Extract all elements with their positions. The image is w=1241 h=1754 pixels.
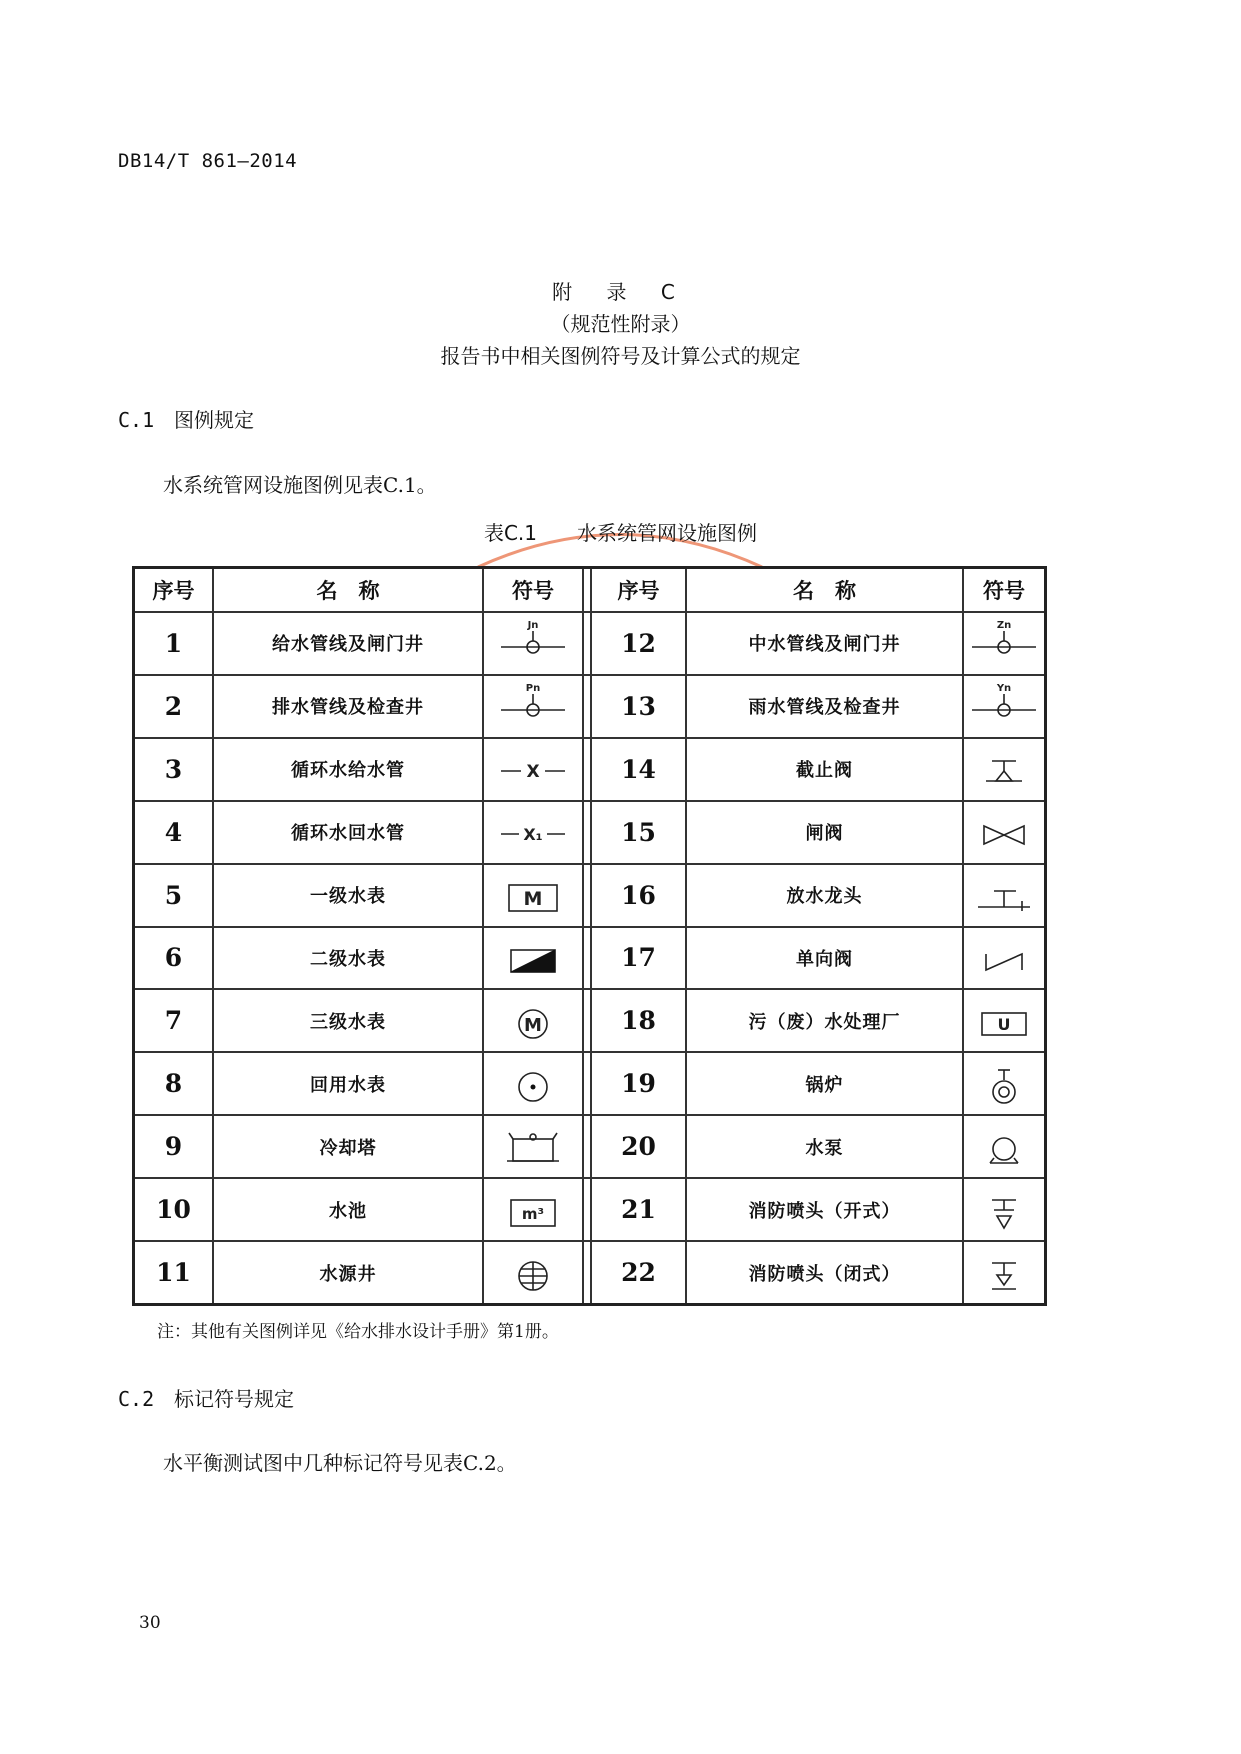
table-row: [135, 1240, 1044, 1303]
row-number-text: 3: [164, 754, 183, 784]
row-number: [135, 1116, 212, 1177]
drainage-pipe-inspection-well-icon: [493, 678, 573, 734]
row-number-text: 14: [621, 754, 656, 784]
facility-name: [685, 865, 962, 926]
row-number-text: 10: [156, 1195, 191, 1225]
row-number-text: 19: [621, 1069, 656, 1099]
check-valve-icon: [964, 930, 1044, 986]
row-number: [590, 1242, 685, 1303]
table-row: [135, 1114, 1044, 1177]
facility-name-text: 给水管线及闸门井: [272, 634, 424, 656]
facility-name: [212, 613, 482, 674]
svg-text:m³: m³: [521, 1204, 545, 1223]
water-tap-icon: [962, 865, 1044, 926]
svg-text:Jn: Jn: [527, 620, 539, 632]
cooling-tower-icon: [482, 1116, 582, 1177]
table-caption: 表C.1 水系统管网设施图例: [483, 521, 758, 545]
second-level-meter-icon: [482, 928, 582, 989]
table-row: [135, 1051, 1044, 1114]
reclaimed-water-pipe-valve-well-icon: [964, 615, 1044, 671]
gate-valve-icon: [962, 802, 1044, 863]
row-number: [135, 1179, 212, 1240]
row-number: [135, 865, 212, 926]
section-number: C.2: [118, 1387, 155, 1411]
row-number: [135, 990, 212, 1051]
row-number: [135, 613, 212, 674]
facility-name: [212, 676, 482, 737]
section-title: 标记符号规定: [174, 1387, 294, 1411]
water-supply-pipe-valve-well-icon: [493, 615, 573, 671]
third-level-meter-icon: [482, 990, 582, 1051]
header-no: 序号: [590, 569, 685, 611]
column-divider: [582, 1179, 590, 1240]
row-number-text: 16: [621, 880, 656, 910]
facility-name: [212, 1242, 482, 1303]
facility-name: [212, 1053, 482, 1114]
svg-text:U: U: [997, 1014, 1011, 1034]
gate-valve-icon: [964, 804, 1044, 860]
drainage-pipe-inspection-well-icon: [482, 676, 582, 737]
facility-name-text: 排水管线及检查井: [272, 697, 424, 719]
row-number-text: 6: [164, 943, 183, 973]
first-level-meter-icon: [493, 867, 573, 923]
boiler-icon: [962, 1053, 1044, 1114]
row-number-text: 15: [621, 817, 656, 847]
column-divider: [582, 802, 590, 863]
globe-valve-icon: [962, 739, 1044, 800]
svg-text:M: M: [524, 1014, 542, 1036]
column-divider: [582, 928, 590, 989]
row-number-text: 11: [156, 1258, 191, 1288]
facility-name: [685, 739, 962, 800]
facility-name-text: 截止阀: [796, 760, 853, 782]
section-c2-paragraph: 水平衡测试图中几种标记符号见表C.2。: [163, 1451, 517, 1475]
appendix-title: 附 录 C: [552, 280, 689, 304]
water-pool-icon: [482, 1179, 582, 1240]
boiler-icon: [964, 1056, 1044, 1112]
facility-name: [212, 865, 482, 926]
svg-text:Zn: Zn: [996, 620, 1012, 632]
column-divider: [582, 1242, 590, 1303]
svg-text:Pn: Pn: [525, 683, 541, 695]
row-number: [135, 802, 212, 863]
row-number: [590, 1179, 685, 1240]
header-name: 名 称: [685, 569, 962, 611]
facility-name: [685, 928, 962, 989]
reuse-meter-icon: [493, 1056, 573, 1112]
table-row: [135, 611, 1044, 674]
row-number-text: 5: [164, 880, 183, 910]
water-tap-icon: [964, 867, 1044, 923]
table-row: [135, 800, 1044, 863]
water-pool-icon: [493, 1182, 573, 1238]
facility-name-text: 水源井: [319, 1263, 377, 1285]
column-divider: [582, 739, 590, 800]
fire-sprinkler-closed-icon: [962, 1242, 1044, 1303]
water-source-well-icon: [482, 1242, 582, 1303]
section-c1-paragraph: 水系统管网设施图例见表C.1。: [163, 473, 437, 497]
facility-name-text: 二级水表: [310, 948, 386, 970]
table-body: [135, 611, 1044, 1303]
svg-text:M: M: [523, 888, 543, 911]
header-symbol: 符号: [962, 569, 1044, 611]
facility-name: [685, 1242, 962, 1303]
row-number: [590, 676, 685, 737]
circulating-supply-pipe-icon: [493, 741, 573, 797]
table-header-row: [135, 569, 1044, 611]
document-code: DB14/T 861—2014: [118, 150, 298, 172]
row-number: [135, 739, 212, 800]
header-no: 序号: [152, 579, 195, 603]
row-number: [590, 928, 685, 989]
third-level-meter-icon: [493, 993, 573, 1049]
row-number: [135, 676, 212, 737]
facility-name-text: 冷却塔: [319, 1137, 377, 1159]
facility-name-text: 锅炉: [805, 1074, 844, 1096]
check-valve-icon: [962, 928, 1044, 989]
reclaimed-water-pipe-valve-well-icon: [962, 613, 1044, 674]
table-note: 注：其他有关图例详见《给水排水设计手册》第1册。: [157, 1322, 559, 1342]
facility-name: [212, 739, 482, 800]
facility-name: [212, 990, 482, 1051]
facility-name-text: 中水管线及闸门井: [748, 634, 901, 656]
table-row: [135, 988, 1044, 1051]
row-number: [590, 990, 685, 1051]
row-number-text: 4: [164, 817, 183, 847]
facility-name-text: 循环水回水管: [291, 823, 405, 845]
water-pump-icon: [962, 1116, 1044, 1177]
page-number: 30: [139, 1613, 161, 1633]
facility-name-text: 一级水表: [310, 886, 386, 908]
row-number: [590, 802, 685, 863]
row-number-text: 2: [164, 691, 183, 721]
appendix-heading: 报告书中相关图例符号及计算公式的规定: [440, 344, 801, 368]
row-number: [590, 865, 685, 926]
row-number-text: 13: [621, 691, 656, 721]
globe-valve-icon: [964, 741, 1044, 797]
row-number-text: 8: [164, 1069, 183, 1099]
first-level-meter-icon: [482, 865, 582, 926]
facility-name: [685, 1179, 962, 1240]
rainwater-pipe-inspection-well-icon: [962, 676, 1044, 737]
row-number-text: 12: [621, 628, 656, 658]
water-supply-pipe-valve-well-icon: [482, 613, 582, 674]
row-number-text: 17: [621, 943, 656, 973]
fire-sprinkler-open-icon: [964, 1182, 1044, 1238]
table-row: [135, 1177, 1044, 1240]
svg-text:Yn: Yn: [996, 683, 1012, 695]
fire-sprinkler-closed-icon: [964, 1245, 1044, 1301]
second-level-meter-icon: [493, 930, 573, 986]
column-divider: [582, 613, 590, 674]
wastewater-plant-icon: [964, 993, 1044, 1049]
row-number-text: 7: [164, 1006, 183, 1036]
fire-sprinkler-open-icon: [962, 1179, 1044, 1240]
table-row: [135, 926, 1044, 989]
section-number: C.1: [118, 408, 155, 432]
column-divider: [582, 676, 590, 737]
table-row: [135, 737, 1044, 800]
water-source-well-icon: [493, 1245, 573, 1301]
facility-name: [685, 676, 962, 737]
row-number: [590, 613, 685, 674]
row-number: [135, 1053, 212, 1114]
facility-name: [685, 613, 962, 674]
facility-name-text: 单向阀: [796, 948, 853, 970]
table-row: [135, 674, 1044, 737]
section-c1-heading: [118, 404, 254, 433]
facility-name-text: 回用水表: [310, 1074, 386, 1096]
facility-name: [212, 802, 482, 863]
facility-name-text: 污（废）水处理厂: [748, 1011, 901, 1033]
facility-name-text: 闸阀: [805, 823, 844, 845]
reuse-meter-icon: [482, 1053, 582, 1114]
facility-name-text: 三级水表: [310, 1011, 386, 1033]
row-number-text: 9: [164, 1132, 183, 1162]
row-number-text: 21: [621, 1195, 656, 1225]
facility-name-text: 消防喷头（开式）: [748, 1200, 901, 1222]
row-number-text: 1: [164, 628, 183, 658]
facility-name: [212, 1179, 482, 1240]
facility-name: [212, 1116, 482, 1177]
facility-name-text: 消防喷头（闭式）: [748, 1263, 901, 1285]
facility-name: [685, 1053, 962, 1114]
legend-table: [132, 566, 1047, 1306]
circulating-return-pipe-icon: [493, 804, 573, 860]
table-row: [135, 863, 1044, 926]
circulating-supply-pipe-icon: [482, 739, 582, 800]
facility-name-text: 水泵: [805, 1137, 844, 1159]
column-divider: [582, 569, 590, 611]
wastewater-plant-icon: [962, 990, 1044, 1051]
facility-name-text: 放水龙头: [786, 886, 863, 908]
row-number-text: 22: [621, 1258, 656, 1288]
svg-text:X: X: [526, 762, 540, 783]
column-divider: [582, 865, 590, 926]
row-number: [135, 928, 212, 989]
facility-name: [212, 928, 482, 989]
facility-name: [685, 1116, 962, 1177]
facility-name: [685, 990, 962, 1051]
row-number: [135, 1242, 212, 1303]
column-divider: [582, 1116, 590, 1177]
facility-name-text: 雨水管线及检查井: [748, 697, 901, 719]
section-title: 图例规定: [174, 408, 254, 432]
header-symbol: 符号: [482, 569, 582, 611]
water-pump-icon: [964, 1119, 1044, 1175]
facility-name: [685, 802, 962, 863]
cooling-tower-icon: [493, 1119, 573, 1175]
facility-name-text: 水池: [329, 1200, 367, 1222]
column-divider: [582, 1053, 590, 1114]
circulating-return-pipe-icon: [482, 802, 582, 863]
row-number: [590, 1053, 685, 1114]
section-c2-heading: [118, 1383, 294, 1412]
appendix-subtitle: （规范性附录）: [550, 312, 691, 336]
column-divider: [582, 990, 590, 1051]
header-name: 名 称: [212, 569, 482, 611]
row-number-text: 20: [621, 1132, 656, 1162]
svg-text:X₁: X₁: [523, 825, 543, 845]
row-number: [590, 1116, 685, 1177]
rainwater-pipe-inspection-well-icon: [964, 678, 1044, 734]
facility-name-text: 循环水给水管: [291, 760, 405, 782]
row-number: [590, 739, 685, 800]
row-number-text: 18: [621, 1006, 656, 1036]
